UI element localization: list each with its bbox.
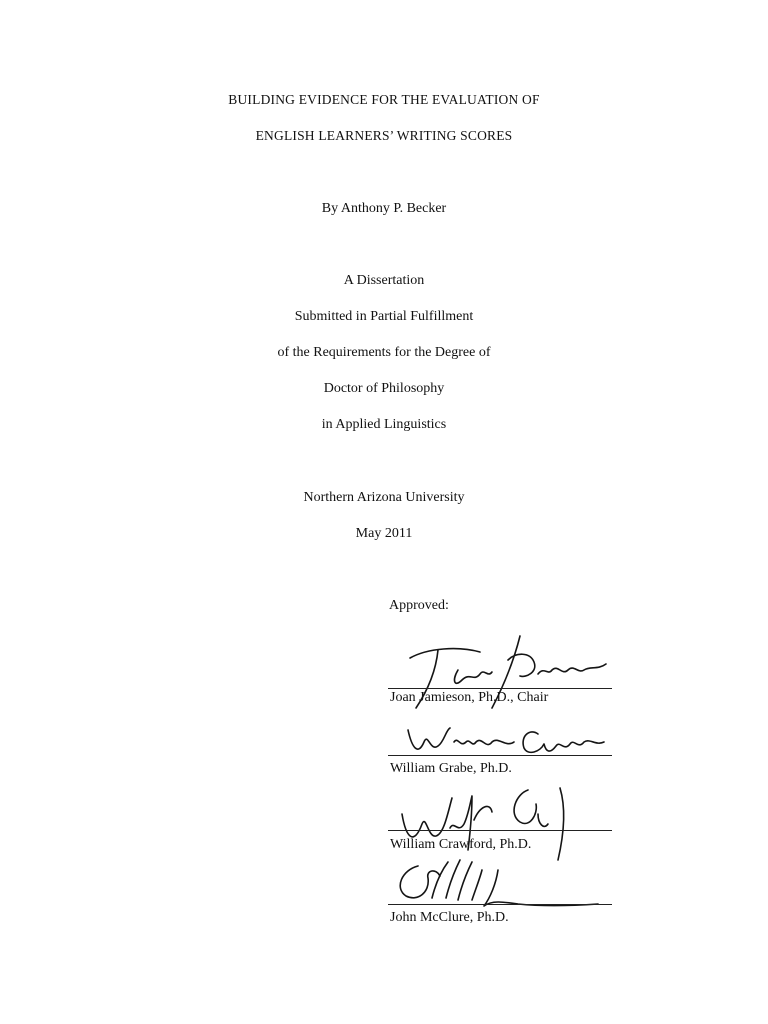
date: May 2011: [355, 526, 413, 541]
committee-name-4: John McClure, Ph.D.: [390, 910, 509, 925]
signature-line-4: [388, 904, 612, 905]
committee-name-2: William Grabe, Ph.D.: [390, 761, 512, 776]
statement-line-4: Doctor of Philosophy: [323, 381, 445, 396]
signature-line-2: [388, 755, 612, 756]
statement-line-1: A Dissertation: [343, 273, 425, 288]
statement-line-5: in Applied Linguistics: [321, 417, 447, 432]
statement-line-3: of the Requirements for the Degree of: [277, 345, 491, 360]
title-line-1: BUILDING EVIDENCE FOR THE EVALUATION OF: [228, 92, 540, 107]
signature-line-3: [388, 830, 612, 831]
committee-name-1: Joan Jamieson, Ph.D., Chair: [390, 690, 549, 705]
author: By Anthony P. Becker: [321, 201, 447, 216]
title-line-2: ENGLISH LEARNERS’ WRITING SCORES: [255, 128, 513, 143]
institution: Northern Arizona University: [303, 490, 465, 505]
committee-name-3: William Crawford, Ph.D.: [390, 837, 532, 852]
signature-block-4: [388, 848, 612, 938]
statement-line-2: Submitted in Partial Fulfillment: [294, 309, 474, 324]
approved-label: Approved:: [389, 598, 449, 613]
signature-block-1: [388, 630, 612, 720]
